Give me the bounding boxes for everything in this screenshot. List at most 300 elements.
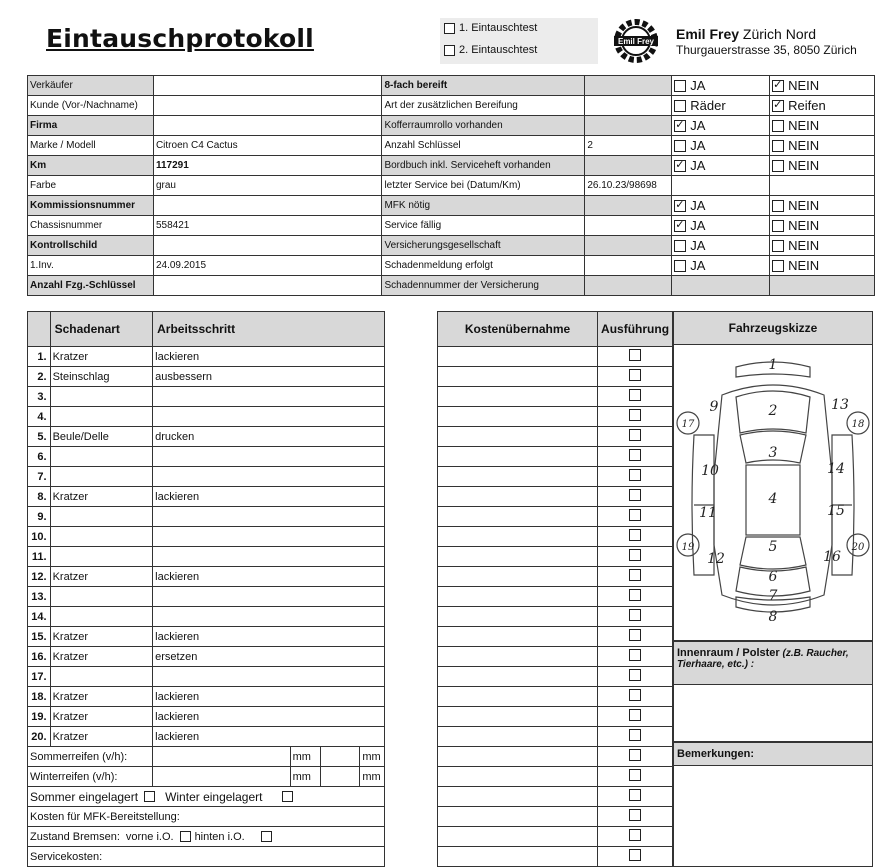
execution-cell	[598, 467, 673, 487]
damage-type-field[interactable]	[50, 607, 153, 627]
work-step-header: Arbeitsschritt	[153, 312, 385, 347]
info-label: Kontrollschild	[28, 236, 154, 256]
info-value-field[interactable]	[153, 236, 382, 256]
cost-coverage-field[interactable]	[438, 387, 598, 407]
info-question-value[interactable]	[585, 96, 672, 116]
info-value-field[interactable]	[153, 76, 382, 96]
sketch-zone-label: 13	[831, 397, 849, 413]
brakes-front-label: vorne i.O.	[125, 830, 174, 843]
damage-row	[28, 727, 385, 747]
cost-row	[438, 807, 673, 827]
damage-type-field[interactable]	[50, 587, 153, 607]
work-step-field[interactable]: lackieren	[153, 347, 385, 367]
execution-checkbox[interactable]	[629, 509, 641, 521]
page-title: Eintauschprotokoll	[46, 24, 314, 53]
company-branch: Zürich Nord	[742, 26, 817, 42]
option-1-checkbox[interactable]	[674, 260, 686, 272]
damage-type-field[interactable]	[50, 387, 153, 407]
option-1-checkbox[interactable]	[674, 200, 686, 212]
option-2-label: NEIN	[788, 138, 820, 153]
info-label: Kommissionsnummer	[28, 196, 154, 216]
info-option-1[interactable]	[672, 216, 770, 236]
option-2-checkbox[interactable]	[772, 260, 784, 272]
execution-checkbox[interactable]	[629, 809, 641, 821]
info-question-value[interactable]	[585, 236, 672, 256]
cost-coverage-field[interactable]	[438, 667, 598, 687]
cost-row	[438, 607, 673, 627]
damage-type-field[interactable]	[50, 467, 153, 487]
option-2-label: NEIN	[788, 238, 820, 253]
cost-row	[438, 747, 673, 767]
damage-row	[28, 407, 385, 427]
cost-coverage-field[interactable]	[438, 447, 598, 467]
option-1-checkbox[interactable]	[674, 80, 686, 92]
sketch-zone-label: 19	[681, 542, 695, 553]
info-option-2[interactable]	[770, 236, 875, 256]
test-2-checkbox[interactable]	[444, 45, 455, 56]
damage-row	[28, 467, 385, 487]
info-question-value[interactable]	[585, 116, 672, 136]
execution-cell	[598, 587, 673, 607]
execution-cell	[598, 807, 673, 827]
info-row	[28, 256, 875, 276]
sketch-zone-label: 14	[827, 461, 845, 477]
info-row	[28, 216, 875, 236]
info-value-field[interactable]	[153, 276, 382, 296]
work-step-field[interactable]	[153, 547, 385, 567]
execution-checkbox[interactable]	[629, 569, 641, 581]
execution-checkbox[interactable]	[629, 589, 641, 601]
cost-row	[438, 487, 673, 507]
cost-coverage-field[interactable]	[438, 467, 598, 487]
info-label: Chassisnummer	[28, 216, 154, 236]
service-costs-label[interactable]: Servicekosten:	[28, 847, 385, 867]
info-value-field[interactable]: Citroen C4 Cactus	[153, 136, 382, 156]
info-question-value[interactable]	[585, 196, 672, 216]
cost-row	[438, 447, 673, 467]
work-step-field[interactable]: lackieren	[153, 727, 385, 747]
cost-coverage-field[interactable]	[438, 527, 598, 547]
brakes-label: Zustand Bremsen:	[30, 830, 120, 843]
brakes-row	[28, 827, 385, 847]
mfk-costs-label[interactable]: Kosten für MFK-Bereitstellung:	[28, 807, 385, 827]
brakes-rear-label: hinten i.O.	[194, 830, 245, 843]
work-step-field[interactable]	[153, 407, 385, 427]
info-question: MFK nötig	[382, 196, 585, 216]
info-value-field[interactable]: grau	[153, 176, 382, 196]
damage-type-field[interactable]	[50, 447, 153, 467]
cost-coverage-field[interactable]	[438, 587, 598, 607]
sketch-zone-label: 6	[768, 569, 778, 585]
company-address: Thurgauerstrasse 35, 8050 Zürich	[676, 43, 857, 57]
cost-coverage-field[interactable]	[438, 607, 598, 627]
cost-coverage-field[interactable]	[438, 827, 598, 847]
damage-row	[28, 567, 385, 587]
tire-row	[28, 747, 385, 767]
execution-checkbox[interactable]	[629, 709, 641, 721]
cost-coverage-field[interactable]	[438, 407, 598, 427]
work-step-field[interactable]	[153, 527, 385, 547]
work-step-field[interactable]: ersetzen	[153, 647, 385, 667]
cost-row	[438, 367, 673, 387]
sketch-zone-label: 17	[681, 419, 695, 430]
option-2-checkbox[interactable]	[772, 80, 784, 92]
mfk-costs-row	[28, 807, 385, 827]
info-question-value[interactable]	[585, 256, 672, 276]
execution-cell	[598, 347, 673, 367]
cost-coverage-field[interactable]	[438, 367, 598, 387]
execution-cell	[598, 707, 673, 727]
damage-table	[27, 311, 385, 867]
damage-number-header	[28, 312, 51, 347]
option-1-label: JA	[690, 198, 706, 213]
cost-coverage-field[interactable]	[438, 707, 598, 727]
execution-cell	[598, 407, 673, 427]
cost-coverage-field[interactable]	[438, 787, 598, 807]
option-2-label: NEIN	[788, 158, 820, 173]
info-option-2[interactable]	[770, 216, 875, 236]
vehicle-info-table	[27, 75, 875, 296]
execution-cell	[598, 447, 673, 467]
damage-number: 1.	[28, 347, 51, 367]
option-2-label: NEIN	[788, 78, 820, 93]
execution-checkbox[interactable]	[629, 489, 641, 501]
info-option-2[interactable]	[770, 196, 875, 216]
option-2-checkbox[interactable]	[772, 140, 784, 152]
damage-row	[28, 587, 385, 607]
execution-checkbox[interactable]	[629, 829, 641, 841]
test-1-checkbox[interactable]	[444, 23, 455, 34]
info-option-2[interactable]	[770, 256, 875, 276]
info-label: Firma	[28, 116, 154, 136]
info-value-field[interactable]: 24.09.2015	[153, 256, 382, 276]
execution-checkbox[interactable]	[629, 469, 641, 481]
work-step-field[interactable]	[153, 447, 385, 467]
cost-coverage-field[interactable]	[438, 567, 598, 587]
info-label: 1.Inv.	[28, 256, 154, 276]
sketch-zone-label: 2	[768, 403, 778, 419]
info-option-1[interactable]	[672, 136, 770, 156]
cost-row	[438, 727, 673, 747]
damage-type-field[interactable]	[50, 507, 153, 527]
info-question-value[interactable]	[585, 216, 672, 236]
info-option-1[interactable]	[672, 256, 770, 276]
remarks-field[interactable]	[673, 766, 873, 867]
execution-checkbox[interactable]	[629, 789, 641, 801]
execution-checkbox[interactable]	[629, 669, 641, 681]
cost-coverage-field[interactable]	[438, 347, 598, 367]
tire-label: Winterreifen (v/h):	[28, 767, 153, 787]
work-step-field[interactable]: ausbessern	[153, 367, 385, 387]
execution-checkbox[interactable]	[629, 529, 641, 541]
sketch-zone-label: 1	[768, 357, 778, 373]
logo-text: Emil Frey	[617, 37, 655, 46]
cost-row	[438, 547, 673, 567]
info-value-field[interactable]	[153, 96, 382, 116]
damage-number: 3.	[28, 387, 51, 407]
info-option-2[interactable]	[770, 76, 875, 96]
option-1-label: JA	[690, 238, 706, 253]
damage-type-field[interactable]: Steinschlag	[50, 367, 153, 387]
interior-hint: (z.B. Raucher, Tierhaare, etc.) :	[677, 648, 849, 670]
option-2-checkbox[interactable]	[772, 160, 784, 172]
info-option-1[interactable]	[672, 76, 770, 96]
execution-checkbox[interactable]	[629, 429, 641, 441]
brakes-rear-checkbox[interactable]	[261, 831, 272, 842]
execution-cell	[598, 567, 673, 587]
info-label: Verkäufer	[28, 76, 154, 96]
damage-type-field[interactable]: Kratzer	[50, 687, 153, 707]
damage-number: 13.	[28, 587, 51, 607]
info-option-1[interactable]	[672, 196, 770, 216]
work-step-field[interactable]	[153, 607, 385, 627]
cost-coverage-field[interactable]	[438, 647, 598, 667]
work-step-field[interactable]: lackieren	[153, 687, 385, 707]
interior-label: Innenraum / Polster	[677, 647, 780, 659]
damage-type-header: Schadenart	[50, 312, 153, 347]
winter-stored-label: Winter eingelagert	[165, 789, 263, 804]
damage-type-field[interactable]: Kratzer	[50, 567, 153, 587]
info-option-2[interactable]	[770, 116, 875, 136]
option-1-label: JA	[690, 118, 706, 133]
info-row	[28, 136, 875, 156]
summer-stored-checkbox[interactable]	[144, 791, 155, 802]
damage-type-field[interactable]	[50, 547, 153, 567]
damage-type-field[interactable]: Kratzer	[50, 707, 153, 727]
damage-type-field[interactable]: Kratzer	[50, 647, 153, 667]
info-option-1[interactable]	[672, 116, 770, 136]
sketch-zone-label: 7	[768, 588, 778, 604]
execution-checkbox[interactable]	[629, 769, 641, 781]
damage-row	[28, 667, 385, 687]
damage-type-field[interactable]	[50, 667, 153, 687]
tire-value-rear[interactable]	[321, 767, 360, 787]
test-2-option[interactable]	[444, 44, 537, 56]
execution-cell	[598, 767, 673, 787]
cost-coverage-field[interactable]	[438, 427, 598, 447]
company-name	[676, 26, 816, 42]
cost-coverage-field[interactable]	[438, 547, 598, 567]
damage-number: 2.	[28, 367, 51, 387]
winter-stored-checkbox[interactable]	[282, 791, 293, 802]
cost-coverage-field[interactable]	[438, 847, 598, 867]
brakes-front-checkbox[interactable]	[180, 831, 191, 842]
execution-header: Ausführung	[598, 312, 673, 347]
work-step-field[interactable]: drucken	[153, 427, 385, 447]
damage-type-field[interactable]: Kratzer	[50, 627, 153, 647]
execution-cell	[598, 487, 673, 507]
sketch-zone-label: 12	[707, 551, 725, 567]
cost-coverage-field[interactable]	[438, 627, 598, 647]
damage-row	[28, 687, 385, 707]
option-1-checkbox[interactable]	[674, 100, 686, 112]
damage-row	[28, 487, 385, 507]
info-option-2[interactable]	[770, 276, 875, 296]
test-1-option[interactable]	[444, 22, 537, 34]
cost-coverage-field[interactable]	[438, 727, 598, 747]
cost-coverage-field[interactable]	[438, 687, 598, 707]
tire-value-front[interactable]	[153, 747, 290, 767]
damage-row	[28, 527, 385, 547]
option-2-checkbox[interactable]	[772, 220, 784, 232]
info-row	[28, 196, 875, 216]
info-option-2[interactable]	[770, 156, 875, 176]
info-row	[28, 156, 875, 176]
damage-type-field[interactable]: Kratzer	[50, 727, 153, 747]
damage-row	[28, 427, 385, 447]
cost-coverage-field[interactable]	[438, 747, 598, 767]
option-1-label: JA	[690, 218, 706, 233]
unit-mm-front: mm	[290, 767, 321, 787]
execution-checkbox[interactable]	[629, 449, 641, 461]
option-1-label: JA	[690, 138, 706, 153]
cost-row	[438, 847, 673, 867]
test-2-label: 2. Eintauschtest	[459, 44, 538, 56]
cost-coverage-field[interactable]	[438, 487, 598, 507]
damage-number: 14.	[28, 607, 51, 627]
damage-row	[28, 627, 385, 647]
info-option-2[interactable]	[770, 136, 875, 156]
cost-row	[438, 827, 673, 847]
info-option-1[interactable]	[672, 236, 770, 256]
info-question-value[interactable]	[585, 156, 672, 176]
option-1-label: JA	[690, 158, 706, 173]
work-step-field[interactable]	[153, 507, 385, 527]
option-2-checkbox[interactable]	[772, 120, 784, 132]
option-2-checkbox[interactable]	[772, 240, 784, 252]
damage-type-field[interactable]: Kratzer	[50, 347, 153, 367]
tire-value-front[interactable]	[153, 767, 290, 787]
info-option-1[interactable]	[672, 156, 770, 176]
cost-coverage-header: Kostenübernahme	[438, 312, 598, 347]
cost-row	[438, 567, 673, 587]
execution-cell	[598, 787, 673, 807]
storage-row	[28, 787, 385, 807]
work-step-field[interactable]	[153, 667, 385, 687]
execution-cell	[598, 727, 673, 747]
info-option-1[interactable]	[672, 276, 770, 296]
execution-checkbox[interactable]	[629, 649, 641, 661]
info-option-2[interactable]	[770, 176, 875, 196]
option-1-checkbox[interactable]	[674, 160, 686, 172]
unit-mm-front: mm	[290, 747, 321, 767]
info-value-field[interactable]	[153, 196, 382, 216]
damage-type-field[interactable]	[50, 407, 153, 427]
info-option-1[interactable]	[672, 96, 770, 116]
work-step-field[interactable]: lackieren	[153, 567, 385, 587]
cost-row	[438, 347, 673, 367]
sketch-zone-label: 4	[768, 491, 778, 507]
execution-checkbox[interactable]	[629, 729, 641, 741]
execution-checkbox[interactable]	[629, 629, 641, 641]
info-question: 8-fach bereift	[382, 76, 585, 96]
work-step-field[interactable]	[153, 387, 385, 407]
cost-row	[438, 407, 673, 427]
execution-cell	[598, 687, 673, 707]
work-step-field[interactable]: lackieren	[153, 707, 385, 727]
interior-notes-field[interactable]	[673, 685, 873, 742]
damage-row	[28, 367, 385, 387]
info-value-field[interactable]: 558421	[153, 216, 382, 236]
vehicle-sketch[interactable]	[673, 345, 873, 641]
damage-type-field[interactable]: Kratzer	[50, 487, 153, 507]
info-label: Km	[28, 156, 154, 176]
info-question-value[interactable]: 2	[585, 136, 672, 156]
damage-number: 6.	[28, 447, 51, 467]
vehicle-sketch-header: Fahrzeugskizze	[673, 311, 873, 345]
execution-checkbox[interactable]	[629, 349, 641, 361]
info-row	[28, 76, 875, 96]
option-2-label: NEIN	[788, 258, 820, 273]
damage-type-field[interactable]: Beule/Delle	[50, 427, 153, 447]
info-value-field[interactable]	[153, 116, 382, 136]
info-question-value[interactable]	[585, 276, 672, 296]
execution-checkbox[interactable]	[629, 749, 641, 761]
info-row	[28, 116, 875, 136]
cost-row	[438, 687, 673, 707]
work-step-field[interactable]: lackieren	[153, 487, 385, 507]
cost-coverage-field[interactable]	[438, 507, 598, 527]
info-question: Service fällig	[382, 216, 585, 236]
info-option-2[interactable]	[770, 96, 875, 116]
sketch-zone-label: 5	[768, 539, 778, 555]
execution-checkbox[interactable]	[629, 409, 641, 421]
option-1-checkbox[interactable]	[674, 120, 686, 132]
info-value-field[interactable]: 117291	[153, 156, 382, 176]
option-2-checkbox[interactable]	[772, 200, 784, 212]
damage-number: 16.	[28, 647, 51, 667]
damage-type-field[interactable]	[50, 527, 153, 547]
option-1-checkbox[interactable]	[674, 240, 686, 252]
execution-checkbox[interactable]	[629, 389, 641, 401]
option-1-label: JA	[690, 258, 706, 273]
execution-checkbox[interactable]	[629, 689, 641, 701]
tire-value-rear[interactable]	[321, 747, 360, 767]
cost-row	[438, 647, 673, 667]
cost-coverage-field[interactable]	[438, 807, 598, 827]
work-step-field[interactable]: lackieren	[153, 627, 385, 647]
execution-cell	[598, 627, 673, 647]
option-2-checkbox[interactable]	[772, 100, 784, 112]
execution-cell	[598, 507, 673, 527]
execution-checkbox[interactable]	[629, 549, 641, 561]
damage-number: 17.	[28, 667, 51, 687]
work-step-field[interactable]	[153, 467, 385, 487]
info-question-value[interactable]	[585, 76, 672, 96]
option-1-checkbox[interactable]	[674, 220, 686, 232]
cost-row	[438, 507, 673, 527]
execution-cell	[598, 367, 673, 387]
work-step-field[interactable]	[153, 587, 385, 607]
sketch-zone-label: 15	[827, 503, 845, 519]
sketch-zone-label: 11	[699, 505, 717, 521]
cost-coverage-field[interactable]	[438, 767, 598, 787]
execution-checkbox[interactable]	[629, 609, 641, 621]
test-1-label: 1. Eintauschtest	[459, 22, 538, 34]
info-question-value[interactable]: 26.10.23/98698	[585, 176, 672, 196]
option-1-checkbox[interactable]	[674, 140, 686, 152]
execution-checkbox[interactable]	[629, 369, 641, 381]
sketch-zone-label: 18	[851, 419, 865, 430]
info-question: Schadennummer der Versicherung	[382, 276, 585, 296]
service-costs-row	[28, 847, 385, 867]
sketch-zone-label: 9	[709, 399, 719, 415]
cost-row	[438, 387, 673, 407]
brakes-cell	[28, 827, 385, 847]
info-option-1[interactable]	[672, 176, 770, 196]
execution-checkbox[interactable]	[629, 849, 641, 861]
damage-row	[28, 507, 385, 527]
